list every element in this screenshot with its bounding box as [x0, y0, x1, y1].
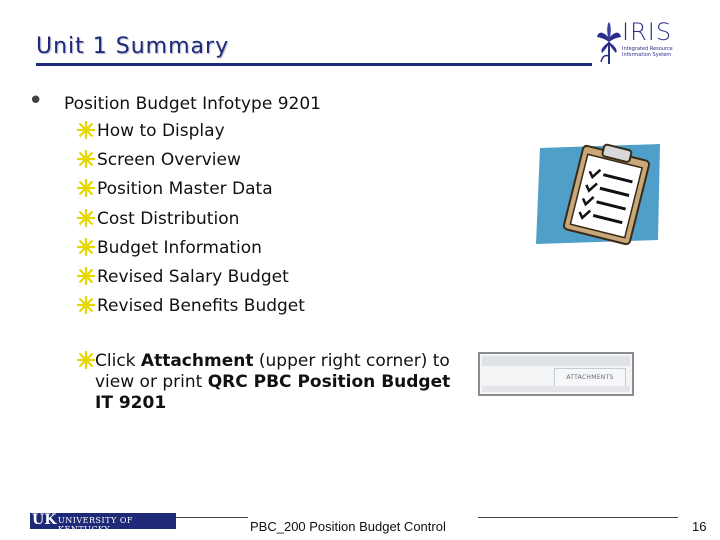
- list-item-label: Screen Overview: [97, 150, 241, 170]
- title-underline: [36, 63, 592, 66]
- footer-divider: [176, 517, 248, 518]
- attachments-screenshot: [478, 352, 634, 396]
- instruction-prefix: Click: [95, 351, 141, 371]
- footer-divider: [478, 517, 678, 518]
- footer-course-title: PBC_200 Position Budget Control: [250, 519, 446, 534]
- list-item-label: Position Master Data: [97, 179, 273, 199]
- attachments-button[interactable]: ATTACHMENTS: [554, 368, 626, 388]
- uk-mark: UK: [32, 512, 57, 528]
- starburst-bullet-icon: [76, 178, 96, 198]
- starburst-bullet-icon: [76, 237, 96, 257]
- list-item-label: Revised Salary Budget: [97, 267, 289, 287]
- qrc-document-name: QRC PBC Position Budget IT 9201: [95, 372, 451, 413]
- starburst-bullet-icon: [76, 208, 96, 228]
- starburst-bullet-icon: [76, 350, 96, 370]
- starburst-bullet-icon: [76, 266, 96, 286]
- starburst-bullet-icon: [76, 149, 96, 169]
- starburst-bullet-icon: [76, 295, 96, 315]
- university-name: UNIVERSITY OF KENTUCKY: [58, 516, 133, 534]
- attachment-instruction-text: [95, 351, 455, 414]
- clipboard-checklist-icon: [532, 140, 672, 250]
- starburst-bullet-icon: [76, 120, 96, 140]
- bullet-dot-icon: •: [28, 86, 44, 116]
- slide-title: Unit 1 Summary: [36, 34, 230, 59]
- list-item-label: Cost Distribution: [97, 209, 240, 229]
- list-item-label: How to Display: [97, 121, 225, 141]
- iris-logo: [592, 18, 676, 68]
- iris-flower-icon: [594, 20, 624, 64]
- list-item-label: Budget Information: [97, 238, 262, 258]
- main-bullet-text: Position Budget Infotype 9201: [64, 94, 321, 114]
- instruction-middle: (upper right corner) to view or print: [95, 351, 450, 392]
- iris-subtitle: Integrated Resource Information System: [622, 46, 673, 58]
- page-number: 16: [692, 519, 707, 534]
- list-item-label: Revised Benefits Budget: [97, 296, 305, 316]
- iris-wordmark: IRIS: [622, 18, 673, 46]
- uk-university-logo: [30, 512, 176, 534]
- screenshot-bottom-strip: [482, 386, 630, 392]
- attachment-keyword: Attachment: [140, 351, 254, 371]
- screenshot-toolbar-strip: [482, 356, 630, 366]
